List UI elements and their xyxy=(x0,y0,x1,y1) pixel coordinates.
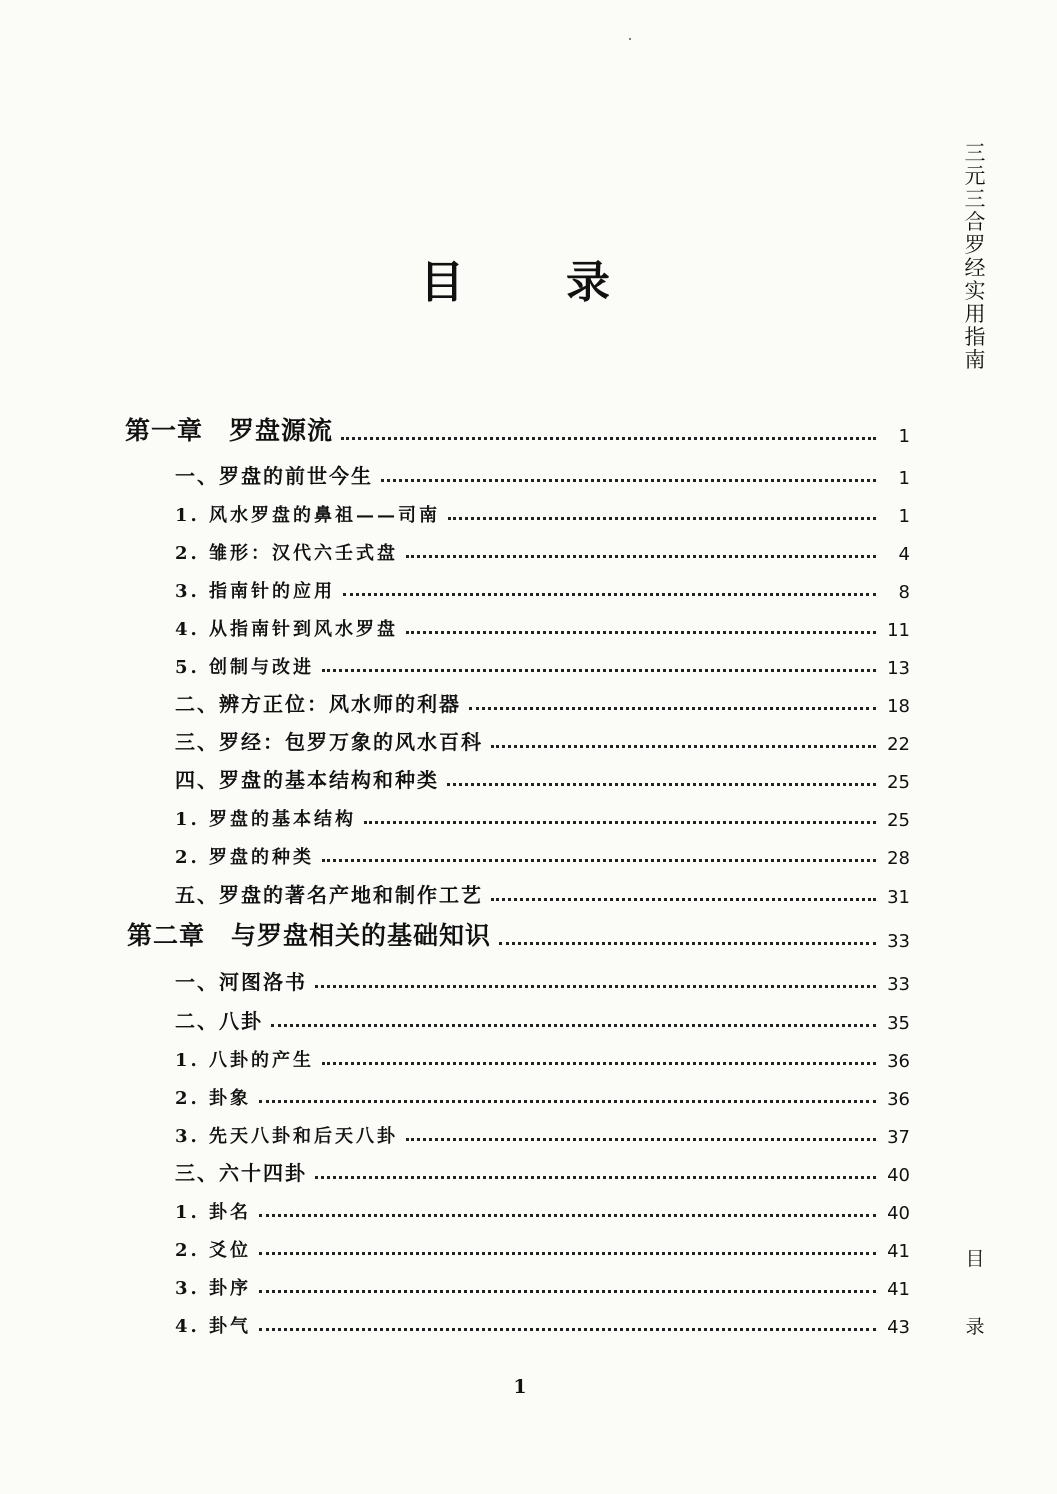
toc-entry-item[interactable] xyxy=(175,1270,910,1300)
toc-entry-page: 33 xyxy=(887,931,910,952)
dot-leader xyxy=(341,437,876,440)
toc-entry-item[interactable] xyxy=(175,1042,910,1072)
toc-entry-label: 4. 从指南针到风水罗盘 xyxy=(175,619,399,640)
toc-entry-label: 三、罗经：包罗万象的风水百科 xyxy=(175,730,483,754)
toc-entry-page: 25 xyxy=(887,772,910,793)
dot-leader xyxy=(406,1138,876,1141)
toc-entry-item[interactable] xyxy=(175,1118,910,1148)
dot-leader xyxy=(315,1176,876,1179)
toc-entry-label: 1. 八卦的产生 xyxy=(175,1050,315,1071)
dot-leader xyxy=(469,707,876,710)
dot-leader xyxy=(315,985,876,988)
toc-entry-page: 8 xyxy=(898,582,910,603)
toc-entry-item[interactable] xyxy=(175,1232,910,1262)
toc-entry-page: 1 xyxy=(898,506,910,527)
toc-entry-label: 2. 雏形：汉代六壬式盘 xyxy=(175,543,399,564)
toc-entry-page: 41 xyxy=(887,1279,910,1300)
dot-leader xyxy=(364,821,876,824)
toc-entry-label: 1. 卦名 xyxy=(175,1202,252,1223)
dot-leader xyxy=(259,1328,876,1331)
toc-entry-page: 18 xyxy=(887,696,910,717)
title-char-2: 录 xyxy=(566,257,610,308)
toc-entry-section[interactable] xyxy=(175,725,910,755)
running-head-char: 南 xyxy=(964,348,986,372)
running-foot-char-1: 目 xyxy=(965,1248,985,1270)
running-head-book-title xyxy=(958,142,992,372)
toc-entry-item[interactable] xyxy=(175,1308,910,1338)
dot-leader xyxy=(381,479,876,482)
dot-leader xyxy=(448,517,876,520)
page-number: 1 xyxy=(513,1376,527,1398)
toc-entry-label: 一、河图洛书 xyxy=(175,970,307,994)
toc-entry-item[interactable] xyxy=(175,839,910,869)
title-char-1: 目 xyxy=(420,257,464,308)
page-title xyxy=(420,246,620,306)
toc-entry-label: 2. 爻位 xyxy=(175,1240,252,1261)
toc-entry-page: 43 xyxy=(887,1317,910,1338)
toc-entry-item[interactable] xyxy=(175,611,910,641)
toc-entry-item[interactable] xyxy=(175,1194,910,1224)
dot-leader xyxy=(499,942,876,945)
toc-entry-section[interactable] xyxy=(175,459,910,489)
dot-leader xyxy=(259,1252,876,1255)
toc-entry-section[interactable] xyxy=(175,878,910,908)
toc-entry-label: 第一章 罗盘源流 xyxy=(125,416,334,445)
toc-entry-item[interactable] xyxy=(175,535,910,565)
dot-leader xyxy=(406,631,876,634)
toc-entry-page: 35 xyxy=(887,1013,910,1034)
toc-entry-label: 二、八卦 xyxy=(175,1009,263,1033)
dot-leader xyxy=(259,1290,876,1293)
running-head-char: 用 xyxy=(964,302,986,326)
toc-entry-item[interactable] xyxy=(175,801,910,831)
toc-entry-page: 33 xyxy=(887,974,910,995)
toc-entry-page: 1 xyxy=(898,426,910,447)
toc-entry-item[interactable] xyxy=(175,1080,910,1110)
toc-entry-page: 40 xyxy=(887,1203,910,1224)
toc-entry-page: 11 xyxy=(887,620,910,641)
toc-entry-page: 31 xyxy=(887,887,910,908)
toc-entry-page: 37 xyxy=(887,1127,910,1148)
toc-entry-label: 4. 卦气 xyxy=(175,1316,252,1337)
toc-entry-label: 一、罗盘的前世今生 xyxy=(175,464,373,488)
toc-entry-label: 3. 先天八卦和后天八卦 xyxy=(175,1126,399,1147)
toc-entry-label: 二、辨方正位：风水师的利器 xyxy=(175,692,461,716)
toc-entry-label: 三、六十四卦 xyxy=(175,1161,307,1185)
running-head-char: 三 xyxy=(964,141,986,165)
toc-entry-label: 1. 风水罗盘的鼻祖——司南 xyxy=(175,505,441,526)
toc-entry-label: 3. 指南针的应用 xyxy=(175,581,336,602)
dot-leader xyxy=(406,555,876,558)
toc-entry-label: 5. 创制与改进 xyxy=(175,657,315,678)
toc-entry-section[interactable] xyxy=(175,965,910,995)
toc-entry-page: 25 xyxy=(887,810,910,831)
toc-entry-page: 13 xyxy=(887,658,910,679)
toc-entry-section[interactable] xyxy=(175,687,910,717)
toc-entry-page: 1 xyxy=(898,468,910,489)
dot-leader xyxy=(343,593,876,596)
toc-entry-item[interactable] xyxy=(175,573,910,603)
toc-entry-page: 28 xyxy=(887,848,910,869)
toc-entry-item[interactable] xyxy=(175,649,910,679)
toc-entry-page: 4 xyxy=(898,544,910,565)
toc-entry-label: 2. 卦象 xyxy=(175,1088,252,1109)
toc-entry-label: 1. 罗盘的基本结构 xyxy=(175,809,357,830)
running-foot-char-2: 录 xyxy=(965,1316,985,1338)
toc-entry-section[interactable] xyxy=(175,1004,910,1034)
dot-leader xyxy=(491,898,876,901)
toc-entry-label: 四、罗盘的基本结构和种类 xyxy=(175,768,439,792)
dot-leader xyxy=(322,669,876,672)
dot-leader xyxy=(322,1062,876,1065)
toc-entry-page: 36 xyxy=(887,1089,910,1110)
dot-leader xyxy=(271,1024,876,1027)
toc-entry-section[interactable] xyxy=(175,763,910,793)
toc-entry-label: 2. 罗盘的种类 xyxy=(175,847,315,868)
toc-entry-page: 40 xyxy=(887,1165,910,1186)
dot-leader xyxy=(491,745,876,748)
toc-entry-item[interactable] xyxy=(175,497,910,527)
toc-entry-page: 36 xyxy=(887,1051,910,1072)
dot-leader xyxy=(259,1214,876,1217)
toc-entry-chapter[interactable] xyxy=(125,417,910,447)
toc-entry-label: 第二章 与罗盘相关的基础知识 xyxy=(127,921,492,950)
dot-leader xyxy=(259,1100,876,1103)
toc-entry-chapter[interactable] xyxy=(127,922,910,952)
toc-entry-page: 41 xyxy=(887,1241,910,1262)
running-head-char: 合 xyxy=(964,210,986,234)
running-head-char: 经 xyxy=(964,256,986,280)
running-head-char: 实 xyxy=(964,279,986,303)
running-head-char: 指 xyxy=(964,325,986,349)
toc-entry-label: 五、罗盘的著名产地和制作工艺 xyxy=(175,883,483,907)
dot-leader xyxy=(322,859,876,862)
toc-entry-page: 22 xyxy=(887,734,910,755)
toc-entry-section[interactable] xyxy=(175,1156,910,1186)
running-head-char: 罗 xyxy=(964,233,986,257)
print-speck xyxy=(629,38,631,40)
dot-leader xyxy=(447,783,876,786)
running-head-char: 三 xyxy=(964,187,986,211)
toc-entry-label: 3. 卦序 xyxy=(175,1278,252,1299)
running-head-char: 元 xyxy=(964,164,986,188)
